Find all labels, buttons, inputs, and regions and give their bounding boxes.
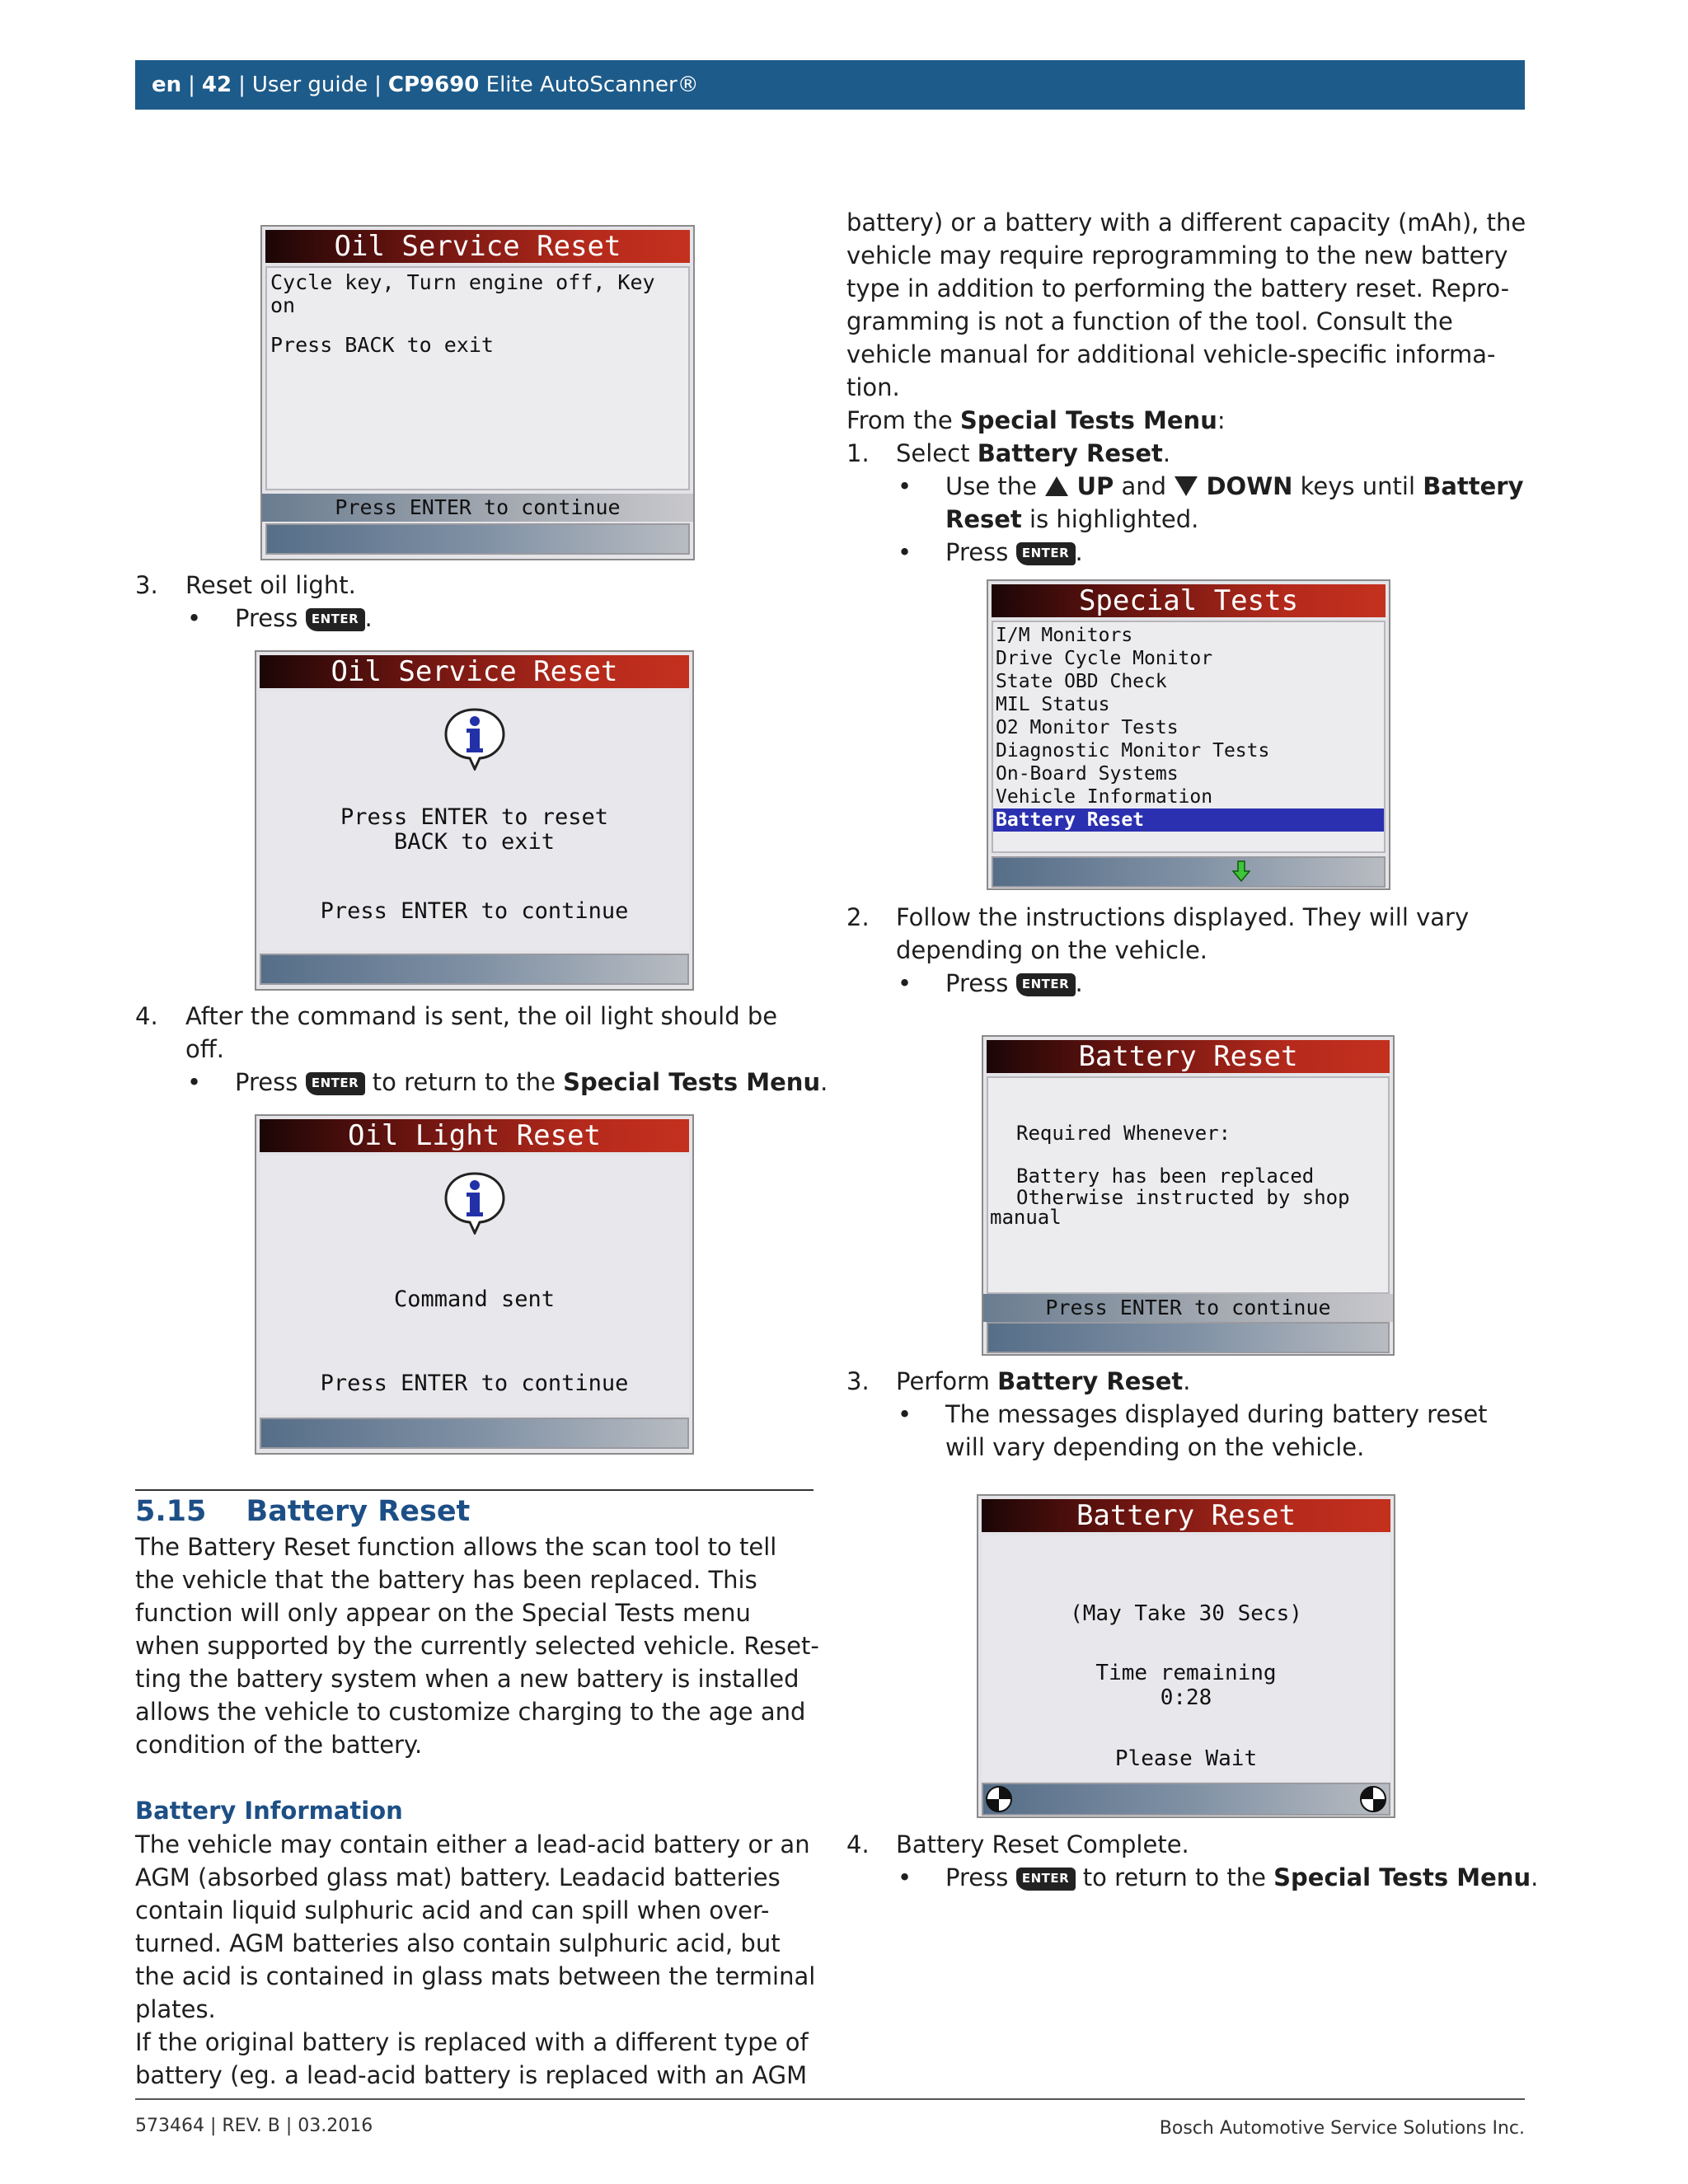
paragraph-line: function will only appear on the Special Tests menu [135,1599,751,1627]
bullet-text [945,1861,1538,1894]
screen-status-bar [260,1418,689,1449]
bullet-until: keys until [1300,472,1416,500]
screen-line: on [270,293,296,317]
menu-item[interactable]: On-Board Systems [996,763,1179,785]
battery-information-subheading: Battery Information [135,1797,403,1825]
down-arrow-icon [1174,476,1198,497]
menu-item[interactable]: MIL Status [996,694,1110,715]
step-bold: Battery Reset [977,439,1163,467]
menu-item[interactable]: Battery Reset [993,808,1384,832]
menu-item[interactable]: O2 Monitor Tests [996,717,1179,738]
paragraph-line: The vehicle may contain either a lead-acid battery or an [135,1830,810,1858]
paragraph-line: turned. AGM batteries also contain sulphuric acid, but [135,1929,781,1957]
bullet-pre: Use the [945,472,1037,500]
step-text [896,1365,1190,1398]
section-number: 5.15 [135,1495,207,1528]
oil-service-reset-screen-2 [255,650,694,991]
screen-status-bar [260,954,689,985]
screen-line: Please Wait [1114,1746,1258,1771]
paragraph-line: type in addition to performing the battery reset. Repro- [846,274,1510,302]
enter-key-icon: ENTER [1016,973,1076,996]
screen-title: Battery Reset [987,1040,1390,1073]
enter-key-icon: ENTER [1016,1868,1076,1891]
bullet-press: Press [945,538,1009,566]
step-number: 3. [846,1367,870,1395]
progress-wheel-icon [985,1785,1013,1813]
bullet-text: Press ENTER . [945,538,1083,566]
green-down-arrow-icon [1232,860,1250,882]
bullet-rest: to return to the [1082,1863,1266,1891]
bullet-end: . [820,1068,828,1096]
up-arrow-icon [1044,476,1069,497]
step-text: Battery Reset Complete. [896,1830,1189,1858]
screen-line: (May Take 30 Secs) [1070,1601,1302,1626]
bullet-bold2: Reset [945,505,1022,533]
bullet-press: Press [235,1068,298,1096]
bullet: • [898,538,912,566]
oil-light-reset-screen [255,1114,694,1455]
screen-body [982,1535,1390,1781]
bullet-text-cont: will vary depending on the vehicle. [945,1433,1365,1461]
paragraph-line: tion. [846,373,900,401]
screen-line: Press ENTER to reset [340,804,609,830]
bullet-rest: to return to the [372,1068,556,1096]
menu-item[interactable]: State OBD Check [996,671,1167,692]
screen-title: Oil Service Reset [260,655,689,688]
paragraph-line: gramming is not a function of the tool. Consult the [846,307,1453,335]
bullet: • [898,969,912,997]
bullet: • [187,604,202,632]
paragraph-line: vehicle manual for additional vehicle-specific informa- [846,340,1496,368]
bullet-end: . [1531,1863,1539,1891]
info-icon [443,1170,507,1235]
footer-company: Bosch Automotive Service Solutions Inc. [1159,2118,1525,2139]
bullet-bold: Special Tests Menu [1273,1863,1531,1891]
paragraph-line: battery) or a battery with a different capacity (mAh), the [846,209,1526,237]
bullet-text-cont [945,503,1198,536]
screen-line: Press BACK to exit [270,333,494,357]
from-line [846,404,1226,437]
step-text: Reset oil light. [185,571,356,599]
step-number: 4. [846,1830,870,1858]
special-tests-menu-screen [987,579,1390,890]
screen-line: Press ENTER to continue [320,1371,629,1396]
step-pre: Perform [896,1367,990,1395]
header-model: CP9690 [387,73,480,97]
paragraph-line: when supported by the currently selected vehicle. Reset- [135,1632,819,1660]
bullet: • [898,1400,912,1428]
step-number: 3. [135,571,158,599]
paragraph-line: AGM (absorbed glass mat) battery. Leadacid batteries [135,1863,781,1891]
from-pre: From the [846,406,953,434]
from-bold: Special Tests Menu [959,406,1217,434]
page-header: en | 42 | User guide | CP9690 Elite AutoScanner® [135,60,1525,110]
screen-body [260,1155,689,1414]
battery-reset-screen-2 [977,1494,1395,1818]
screen-body [987,1076,1390,1294]
step-end: . [1162,439,1171,467]
bullet-up: UP [1076,472,1114,500]
enter-key-icon: ENTER [306,1072,365,1095]
press-enter-footer: Press ENTER to continue [262,494,693,522]
screen-line: Command sent [393,1286,556,1312]
screen-title: Special Tests [992,584,1386,617]
header-product: Elite AutoScanner® [485,73,699,97]
bullet-text: Press ENTER . [945,969,1083,997]
menu-item[interactable]: Vehicle Information [996,786,1213,808]
bullet-press: Press [235,604,298,632]
enter-key-icon: ENTER [306,608,365,631]
bullet-press: Press [945,969,1009,997]
screen-title: Oil Light Reset [260,1119,689,1152]
paragraph-line: vehicle may require reprogramming to the new battery [846,241,1508,269]
section-title: Battery Reset [246,1495,471,1528]
step-bold: Battery Reset [997,1367,1184,1395]
paragraph-line: ting the battery system when a new battery is installed [135,1665,799,1693]
step-text: After the command is sent, the oil light should be [185,1002,778,1030]
menu-list [992,621,1386,853]
screen-body [265,266,690,490]
screen-body [260,691,689,950]
paragraph-line: condition of the battery. [135,1731,423,1759]
footer-doc-id: 573464 | REV. B | 03.2016 [135,2116,373,2136]
screen-line: Battery has been replaced [1016,1165,1315,1188]
paragraph-line: the acid is contained in glass mats between the terminal [135,1962,816,1990]
from-end: : [1217,406,1226,434]
screen-line: BACK to exit [393,829,556,855]
step-number: 4. [135,1002,158,1030]
press-enter-footer: Press ENTER to continue [983,1294,1393,1322]
screen-line: Time remaining [1095,1661,1277,1685]
bullet: • [187,1068,202,1096]
step-number: 1. [846,439,870,467]
step-text: depending on the vehicle. [896,936,1208,964]
bullet-text [945,470,1524,503]
section-heading [135,1493,470,1530]
bullet: • [898,1863,912,1891]
bullet-text: The messages displayed during battery reset [945,1400,1488,1428]
step-number: 2. [846,903,870,931]
section-rule [135,1489,814,1491]
footer-rule [135,2098,1525,2100]
screen-line: 0:28 [1160,1685,1212,1710]
screen-status-bar [987,1322,1390,1353]
header-guide: User guide [251,73,368,97]
paragraph-line: contain liquid sulphuric acid and can spill when over- [135,1896,770,1924]
paragraph-line: the vehicle that the battery has been replaced. This [135,1566,757,1594]
screen-line: Cycle key, Turn engine off, Key [270,270,655,294]
paragraph-line: plates. [135,1995,216,2023]
bullet-text: Press ENTER . [235,604,373,632]
paragraph-line: battery (eg. a lead-acid battery is replaced with an AGM [135,2061,808,2089]
menu-items [993,624,1384,832]
info-icon [443,706,507,771]
battery-reset-screen-1 [982,1035,1395,1356]
bullet-end: is highlighted. [1029,505,1199,533]
screen-status-bar [992,856,1386,888]
header-page: 42 [201,73,232,97]
screen-line: Required Whenever: [1016,1122,1231,1145]
enter-key-icon: ENTER [1016,542,1076,565]
screen-line: manual [990,1206,1062,1229]
screen-status-bar [982,1783,1390,1816]
menu-item[interactable]: Diagnostic Monitor Tests [996,740,1270,762]
bullet-press: Press [945,1863,1009,1891]
menu-item[interactable]: Drive Cycle Monitor [996,648,1213,669]
step-end: . [1183,1367,1191,1395]
step-text: off. [185,1035,224,1063]
screen-line: Otherwise instructed by shop [1016,1186,1350,1209]
paragraph-line: If the original battery is replaced with a different type of [135,2028,809,2056]
paragraph-line: The Battery Reset function allows the scan tool to tell [135,1533,777,1561]
step-text [896,437,1170,470]
bullet-bold1: Battery [1423,472,1524,500]
step-text: Follow the instructions displayed. They will vary [896,903,1470,931]
bullet-and: and [1121,472,1167,500]
progress-wheel-icon [1359,1785,1387,1813]
paragraph-line: allows the vehicle to customize charging to the age and [135,1698,806,1726]
screen-title: Battery Reset [982,1499,1390,1532]
screen-title: Oil Service Reset [265,230,690,263]
header-lang: en [152,73,182,97]
step-pre: Select [896,439,970,467]
bullet-bold: Special Tests Menu [563,1068,821,1096]
bullet-text [235,1066,828,1099]
bullet-down: DOWN [1206,472,1293,500]
bullet: • [898,472,912,500]
screen-status-bar [265,523,690,555]
screen-line: Press ENTER to continue [320,898,629,924]
menu-item[interactable]: I/M Monitors [996,625,1133,646]
oil-service-reset-screen-1 [260,225,695,560]
